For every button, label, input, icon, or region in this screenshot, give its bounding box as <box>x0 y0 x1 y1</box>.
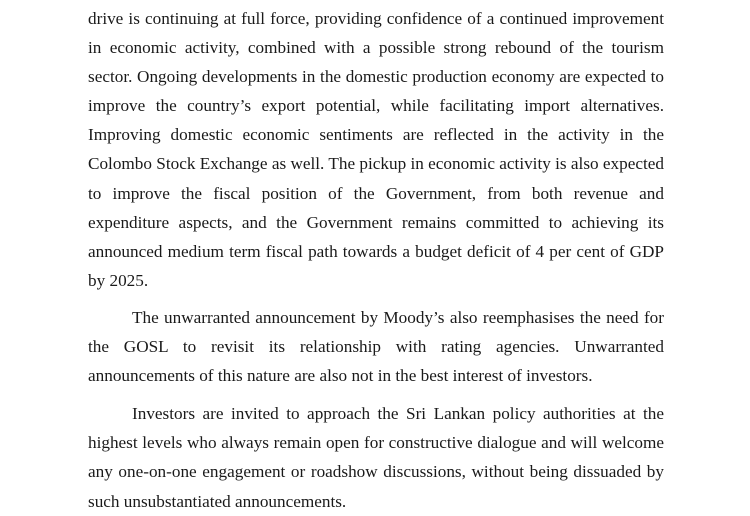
paragraph-investor-invitation: Investors are invited to approach the Sri Lankan policy authorities at the highest levels who always remain open for constructive dialogue and will welcome any one-on-one engagement or roadshow discussions, without being dissuaded by such unsubstantiated announcements. <box>88 404 664 511</box>
paragraph-moodys-announcement: The unwarranted announcement by Moody’s also reemphasises the need for the GOSL to revisit its relationship with rating agencies. Unwarranted announcements of this nature are also not in the best interest of investors. <box>88 307 664 386</box>
paragraph-economic-activity: drive is continuing at full force, providing confidence of a continued improvement in economic activity, combined with a possible strong rebound of the tourism sector. Ongoing developments in the domestic production economy are expected to improve the country’s export potential, while facilitating import alternatives. Improving domestic economic sentiments are reflected in the activity in the Colombo Stock Exchange as well. The pickup in economic activity is also expected to improve the fiscal position of the Government, from both revenue and expenditure aspects, and the Government remains committed to achieving its announced medium term fiscal path towards a budget deficit of 4 per cent of GDP by 2025. <box>88 9 664 290</box>
